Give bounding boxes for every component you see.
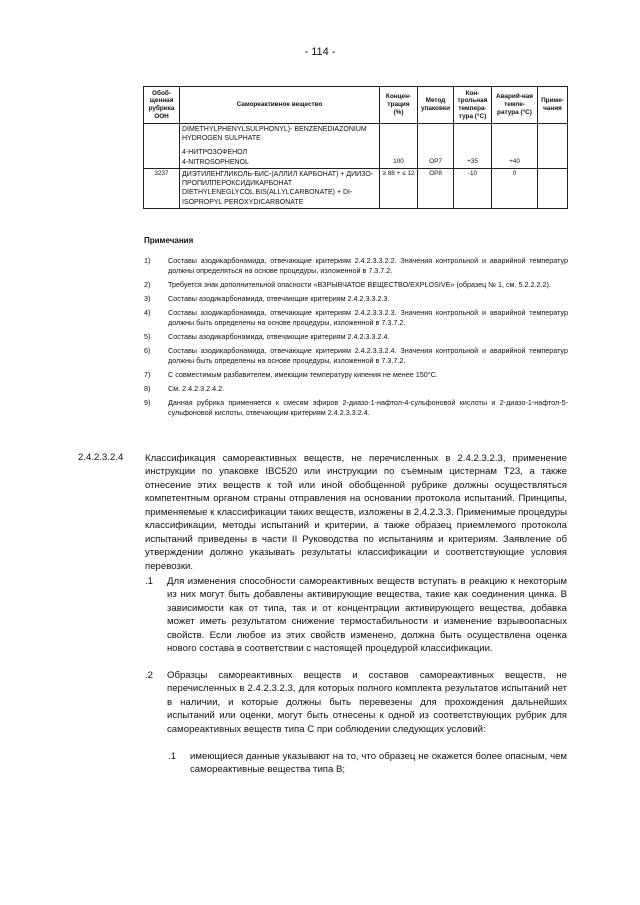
note-number: 9) bbox=[144, 398, 151, 407]
note-item bbox=[144, 294, 568, 304]
header-emergency-temperature: Аварий-ная темпе-ратура (°C) bbox=[492, 87, 538, 124]
note-item bbox=[144, 332, 568, 342]
substance-line: 4-НИТРОЗОФЕНОЛ bbox=[182, 149, 248, 157]
table-header-row bbox=[144, 87, 568, 124]
header-remarks: Приме-чания bbox=[538, 87, 568, 124]
substance-line: 4-NITROSOPHENOL bbox=[182, 158, 249, 166]
cell-remarks bbox=[538, 168, 568, 208]
note-item bbox=[144, 346, 568, 366]
note-number: 5) bbox=[144, 332, 151, 341]
note-text: Составы азодикарбонамида, отвечающие критериям 2.4.2.3.3.2.2. Значения контрольной и аварийной температур должны определяться на основе процедуры, изложенной в 7.3.7.2. bbox=[168, 256, 568, 275]
header-entry: Обоб-щенная рубрика ООН bbox=[144, 87, 180, 124]
subsection-text: Образцы самореактивных веществ и составов самореактивных веществ, не перечисленных в 2.4.2.3.2.3, для которых полного комплекта результатов испытаний нет в наличии, и которые должны быть перевезены для прохождения дальнейших испытаний или оценки, могут быть отнесены к одной из соответствующих рубрик для самореактивных веществ типа C при соблюдении следующих условий: bbox=[167, 670, 567, 735]
cell-emergency-temperature: +40 bbox=[492, 124, 538, 169]
note-text: Составы азодикарбонамида, отвечающие критериям 2.4.2.3.3.2.4. Значения контрольной и аварийной температур должны быть определены на основе процедуры, изложенной в 7.3.7.2. bbox=[168, 346, 568, 365]
note-item bbox=[144, 256, 568, 276]
cell-remarks bbox=[538, 124, 568, 169]
substance-line: ПРОПИЛПЕРОКСИДИКАРБОНАТ bbox=[182, 180, 292, 188]
substances-table bbox=[143, 86, 568, 209]
section-paragraph: Классификация самореактивных веществ, не перечисленных в 2.4.2.3.2.3, применение инструкции по упаковке IBC520 или инструкции по съемным цистернам T23, а также отнесение этих веществ к той или иной обобщенной рубрике должны осуществляться компетентным органом страны отправления на основании протокола испытаний. Принципы, применяемые к классификации таких веществ, изложены в 2.4.2.3.3. Применимые процедуры классификации, методы испытаний и критерии, а также образец приемлемого протокола испытаний приведены в части II Руководства по испытаниям и критериям. Заявление об утверждении должно указывать результаты классификации и соответствующие условия перевозки. bbox=[145, 453, 567, 572]
cell-substance bbox=[180, 124, 380, 169]
substance-line: DIETHYLENEGLYCOL BIS(ALLYLCARBONATE) + DI- bbox=[182, 189, 353, 197]
table-row bbox=[144, 168, 568, 208]
cell-control-temperature: +35 bbox=[454, 124, 492, 169]
note-text: Составы азодикарбонамида, отвечающие критериям 2.4.2.3.3.2.4. bbox=[168, 332, 390, 341]
cell-concentration: 100 bbox=[380, 124, 418, 169]
cell-emergency-temperature: 0 bbox=[492, 168, 538, 208]
notes-list bbox=[144, 256, 568, 422]
cell-concentration: ≥ 88 + ≤ 12 bbox=[380, 168, 418, 208]
subsection-number: .1 bbox=[145, 576, 154, 587]
subsubsection-item bbox=[168, 750, 567, 777]
substance-line: ДИЭТИЛЕНГЛИКОЛЬ-БИС-(АЛЛИЛ КАРБОНАТ) + ДИИЗО- bbox=[182, 170, 374, 178]
subsection-item bbox=[145, 575, 567, 656]
note-text: Данная рубрика применяется к смесям эфиров 2-диазо-1-нафтол-4-сульфоновой кислоты и 2-диазо-1-нафтол-5-сульфоновой кислоты, отвечающим критериям 2.4.2.3.3.2.4. bbox=[168, 398, 568, 417]
substance-line: HYDROGEN SULPHATE bbox=[182, 135, 261, 143]
header-substance: Самореактивное вещество bbox=[180, 87, 380, 124]
cell-entry: 3237 bbox=[144, 168, 180, 208]
cell-method: OP8 bbox=[418, 168, 454, 208]
subsection-item bbox=[145, 669, 567, 736]
cell-method: OP7 bbox=[418, 124, 454, 169]
note-number: 8) bbox=[144, 384, 151, 393]
note-number: 3) bbox=[144, 294, 151, 303]
note-item bbox=[144, 280, 568, 290]
note-text: См. 2.4.2.3.2.4.2. bbox=[168, 384, 225, 393]
note-text: Составы азодикарбонамида, отвечающие критериям 2.4.2.3.3.2.3. bbox=[168, 294, 390, 303]
table-row bbox=[144, 124, 568, 169]
subsubsection-text: имеющиеся данные указывают на то, что образец не окажется более опасным, чем самореактивные вещества типа B; bbox=[190, 751, 567, 776]
cell-substance bbox=[180, 168, 380, 208]
note-item bbox=[144, 398, 568, 418]
header-control-temperature: Кон-трольная темпера-тура (°C) bbox=[454, 87, 492, 124]
cell-entry bbox=[144, 124, 180, 169]
cell-control-temperature: -10 bbox=[454, 168, 492, 208]
note-number: 6) bbox=[144, 346, 151, 355]
note-number: 1) bbox=[144, 256, 151, 265]
notes-title: Примечания bbox=[144, 236, 194, 245]
note-text: Составы азодикарбонамида, отвечающие критериям 2.4.2.3.3.2.3. Значения контрольной и аварийной температур должны быть определены на основе процедуры, изложенной в 7.3.7.2. bbox=[168, 308, 568, 327]
note-item bbox=[144, 384, 568, 394]
subsubsection-number: .1 bbox=[168, 751, 177, 762]
header-method: Метод упаковки bbox=[418, 87, 454, 124]
subsection-number: .2 bbox=[145, 670, 154, 681]
note-number: 7) bbox=[144, 370, 151, 379]
note-text: С совместимым разбавителем, имеющим температуру кипения не менее 150°C. bbox=[168, 370, 438, 379]
section-number: 2.4.2.3.2.4 bbox=[78, 452, 124, 463]
note-item bbox=[144, 308, 568, 328]
note-text: Требуется знак дополнительной опасности «ВЗРЫВЧАТОЕ ВЕЩЕСТВО/EXPLOSIVE» (образец № 1, см. 5.2.2.2.2). bbox=[168, 280, 551, 289]
note-item bbox=[144, 370, 568, 380]
substance-line: ISOPROPYL PEROXYDICARBONATE bbox=[182, 198, 304, 206]
page-number: - 114 - bbox=[304, 46, 336, 58]
header-concentration: Концен-трация (%) bbox=[380, 87, 418, 124]
note-number: 4) bbox=[144, 308, 151, 317]
substance-line: DIMETHYLPHENYLSULPHONYL)- BENZENEDIAZONIUM bbox=[182, 126, 367, 133]
subsection-text: Для изменения способности самореактивных веществ вступать в реакцию к некоторым из них могут быть добавлены активирующие вещества, такие как соединения цинка. В зависимости как от типа, так и от концентрации активирующего вещества, добавка может иметь результатом снижение термостабильности и изменение взрывоопасных свойств. Если любое из этих свойств изменено, должна быть осуществлена оценка нового состава в соответствии с настоящей процедурой классификации. bbox=[167, 576, 567, 655]
note-number: 2) bbox=[144, 280, 151, 289]
